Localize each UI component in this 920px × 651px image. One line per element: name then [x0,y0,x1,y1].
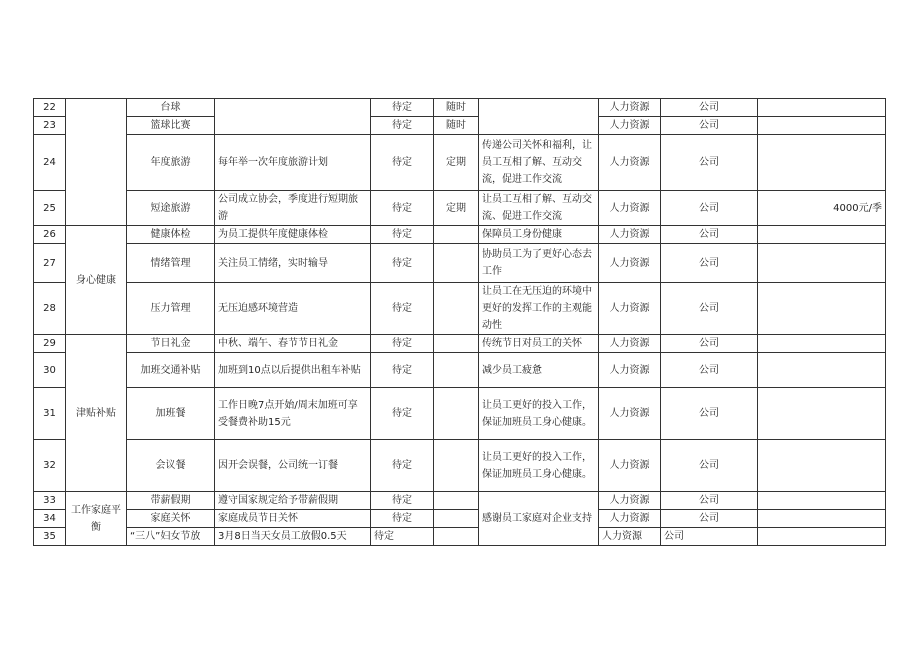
item-time: 待定 [371,99,434,117]
table-row [34,99,886,117]
item-frequency [434,388,479,440]
item-time: 待定 [371,440,434,492]
item-cost [758,353,886,388]
item-description: 遵守国家规定给予带薪假期 [215,492,371,510]
row-number: 25 [34,191,66,226]
item-frequency: 定期 [434,135,479,191]
item-bearer: 公司 [661,388,758,440]
item-purpose: 让员工更好的投入工作，保证加班员工身心健康。 [479,440,599,492]
item-name: 情绪管理 [127,244,215,283]
item-department: 人力资源 [599,528,661,546]
item-cost [758,528,886,546]
table-row [34,492,886,510]
item-description: 工作日晚7点开始/周末加班可享受餐费补助15元 [215,388,371,440]
item-description: 中秋、端午、春节节日礼金 [215,335,371,353]
table-row [34,191,886,226]
item-description: 每年举一次年度旅游计划 [215,135,371,191]
table-row [34,244,886,283]
item-purpose: 传递公司关怀和福利，让员工互相了解、互动交流，促进工作交流 [479,135,599,191]
item-bearer: 公司 [661,353,758,388]
item-purpose: 感谢员工家庭对企业支持 [479,492,599,546]
table-row [34,117,886,135]
item-frequency [434,440,479,492]
item-bearer: 公司 [661,117,758,135]
row-number: 26 [34,226,66,244]
category-cell [66,99,127,226]
item-cost [758,117,886,135]
item-cost [758,440,886,492]
item-department: 人力资源 [599,492,661,510]
item-cost [758,244,886,283]
item-time: 待定 [371,191,434,226]
item-purpose [479,99,599,135]
table-row [34,388,886,440]
item-frequency [434,244,479,283]
item-name: 节日礼金 [127,335,215,353]
row-number: 33 [34,492,66,510]
item-name: 压力管理 [127,283,215,335]
table-row [34,528,886,546]
table-row [34,440,886,492]
item-department: 人力资源 [599,388,661,440]
item-cost [758,135,886,191]
item-name: 会议餐 [127,440,215,492]
row-number: 27 [34,244,66,283]
item-name: 篮球比赛 [127,117,215,135]
category-health: 身心健康 [66,226,127,335]
item-purpose: 传统节日对员工的关怀 [479,335,599,353]
item-cost [758,99,886,117]
item-department: 人力资源 [599,510,661,528]
item-cost [758,283,886,335]
item-description [215,99,371,135]
row-number: 29 [34,335,66,353]
item-description: 公司成立协会，季度进行短期旅游 [215,191,371,226]
item-cost [758,492,886,510]
row-number: 34 [34,510,66,528]
item-purpose: 减少员工疲惫 [479,353,599,388]
item-bearer: 公司 [661,99,758,117]
item-purpose: 让员工更好的投入工作，保证加班员工身心健康。 [479,388,599,440]
item-department: 人力资源 [599,335,661,353]
item-description: 加班到10点以后提供出租车补贴 [215,353,371,388]
item-bearer: 公司 [661,191,758,226]
row-number: 28 [34,283,66,335]
item-time: 待定 [371,226,434,244]
item-name: 台球 [127,99,215,117]
item-purpose: 协助员工为了更好心态去工作 [479,244,599,283]
item-time: 待定 [371,510,434,528]
item-description: 关注员工情绪，实时输导 [215,244,371,283]
item-bearer: 公司 [661,135,758,191]
table-row [34,353,886,388]
item-cost [758,226,886,244]
table-row [34,510,886,528]
item-time: 待定 [371,335,434,353]
item-bearer: 公司 [661,492,758,510]
item-time: 待定 [371,135,434,191]
item-name: 带薪假期 [127,492,215,510]
item-name: 年度旅游 [127,135,215,191]
item-department: 人力资源 [599,440,661,492]
row-number: 22 [34,99,66,117]
item-description: 为员工提供年度健康体检 [215,226,371,244]
table-row [34,226,886,244]
item-bearer: 公司 [661,335,758,353]
item-department: 人力资源 [599,226,661,244]
item-bearer: 公司 [661,510,758,528]
item-name: 健康体检 [127,226,215,244]
item-frequency: 定期 [434,191,479,226]
category-allowance: 津贴补贴 [66,335,127,492]
item-purpose: 让员工互相了解、互动交流、促进工作交流 [479,191,599,226]
item-time: 待定 [371,528,434,546]
item-cost [758,388,886,440]
table-row [34,283,886,335]
item-cost: 4000元/季 [758,191,886,226]
item-description: 3月8日当天女员工放假0.5天 [215,528,371,546]
row-number: 23 [34,117,66,135]
item-purpose: 让员工在无压迫的环境中更好的发挥工作的主观能动性 [479,283,599,335]
item-frequency [434,510,479,528]
item-time: 待定 [371,492,434,510]
item-cost [758,335,886,353]
table-row [34,135,886,191]
item-frequency [434,353,479,388]
item-department: 人力资源 [599,283,661,335]
item-frequency: 随时 [434,99,479,117]
item-time: 待定 [371,388,434,440]
item-name: 加班餐 [127,388,215,440]
item-frequency: 随时 [434,117,479,135]
item-department: 人力资源 [599,135,661,191]
item-bearer: 公司 [661,244,758,283]
item-time: 待定 [371,244,434,283]
row-number: 24 [34,135,66,191]
item-department: 人力资源 [599,99,661,117]
item-time: 待定 [371,117,434,135]
item-department: 人力资源 [599,191,661,226]
item-cost [758,510,886,528]
row-number: 31 [34,388,66,440]
item-department: 人力资源 [599,244,661,283]
item-bearer: 公司 [661,226,758,244]
item-frequency [434,226,479,244]
item-time: 待定 [371,283,434,335]
row-number: 32 [34,440,66,492]
category-family: 工作家庭平衡 [66,492,127,546]
item-frequency [434,528,479,546]
row-number: 35 [34,528,66,546]
item-name: 加班交通补贴 [127,353,215,388]
benefits-table [33,98,886,546]
item-department: 人力资源 [599,353,661,388]
row-number: 30 [34,353,66,388]
item-name: 家庭关怀 [127,510,215,528]
item-frequency [434,283,479,335]
item-time: 待定 [371,353,434,388]
item-description: 无压迫感环境营造 [215,283,371,335]
item-frequency [434,492,479,510]
item-bearer: 公司 [661,528,758,546]
item-description: 家庭成员节日关怀 [215,510,371,528]
item-bearer: 公司 [661,283,758,335]
item-purpose: 保障员工身份健康 [479,226,599,244]
item-description: 因开会误餐，公司统一订餐 [215,440,371,492]
item-name: 短途旅游 [127,191,215,226]
item-frequency [434,335,479,353]
table-row [34,335,886,353]
item-bearer: 公司 [661,440,758,492]
item-department: 人力资源 [599,117,661,135]
item-name: “三八”妇女节放 [127,528,215,546]
